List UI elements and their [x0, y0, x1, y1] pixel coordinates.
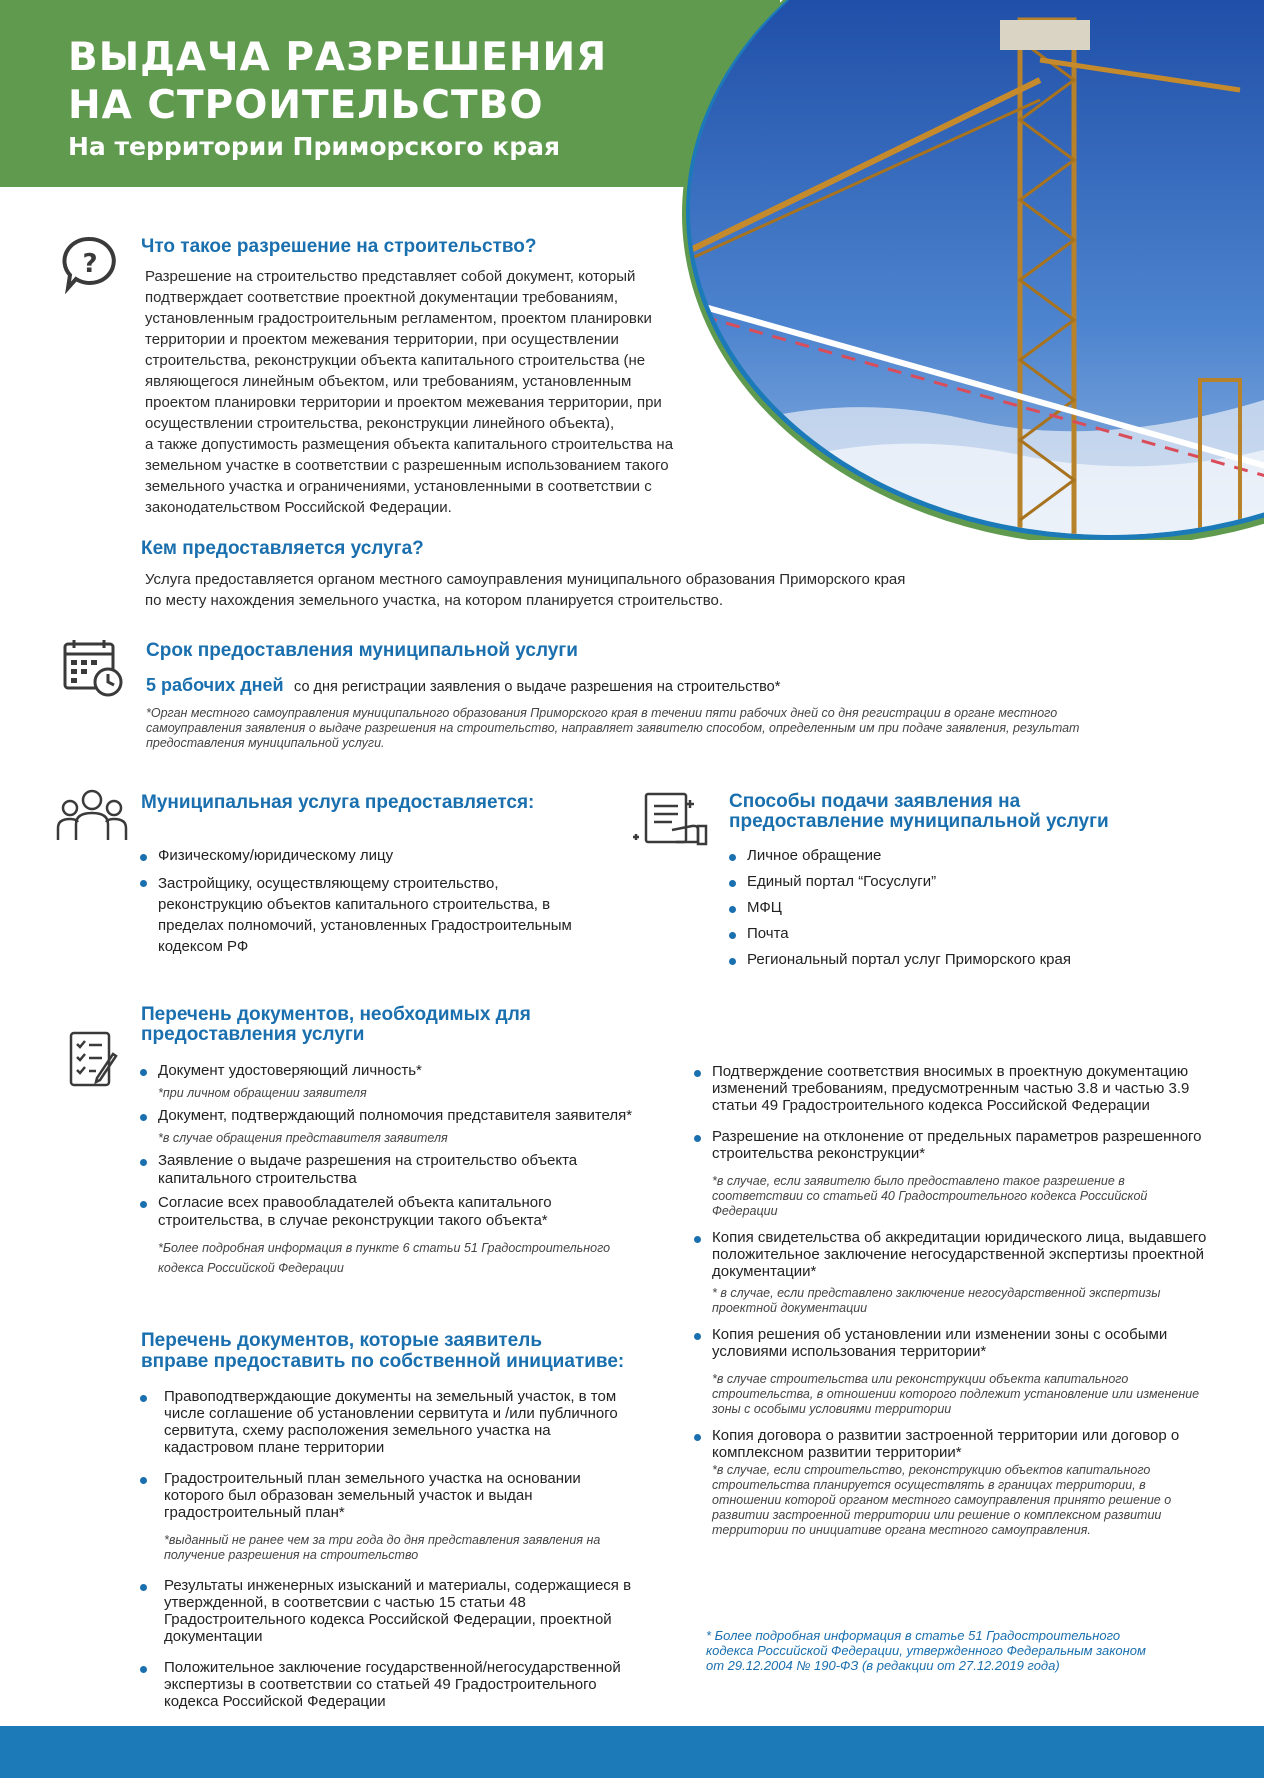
list-item: Результаты инженерных изысканий и материалы, содержащиеся в утвержденной, в соответсвии с частью 15 статьи 48 Градостроительного кодекса Российской Федерации, проектной документации [140, 1577, 640, 1645]
methods-list [729, 847, 1189, 969]
who-heading: Кем предоставляется услуга? [141, 538, 424, 559]
people-icon [56, 786, 128, 842]
who-text: Услуга предоставляется органом местного самоуправления муниципального образования Приморского края по месту нахождения земельного участка, на котором планируется строительство. [145, 571, 906, 609]
provided-list [140, 847, 600, 957]
svg-text:?: ? [82, 249, 98, 279]
checklist-icon [68, 1030, 120, 1090]
list-item: Подтверждение соответствия вносимых в проектную документацию изменений требованиям, предусмотренным частью 3.8 и частью 3.9 статьи 49 Градостроительного кодекса Российской Федерации [694, 1063, 1214, 1114]
list-item: Положительное заключение государственной/негосударственной экспертизы в соответствии со статьей 49 Градостроительного кодекса Российской Федерации [140, 1659, 640, 1710]
list-item: Разрешение на отклонение от предельных параметров разрешенного строительства реконструкции* *в случае, если заявителю было предоставлено такое разрешение в соответствии со статьей 40 Градостроительного кодекса Российской Федерации [694, 1128, 1214, 1219]
question-bubble-icon [60, 234, 120, 294]
what-text: Разрешение на строительство представляет собой документ, который подтверждает соответствие проектной документации требованиям, установленным градостроительным регламентом, проектом планировки территории и проектом межевания территории, при осуществлении строительства, реконструкции объекта капитального строительства (не являющегося линейным объектом, или требованиям, установленным проектом планировки территории и проектом межевания территории, при осуществлении строительства, реконструкции линейного объекта), а также допустимость размещения объекта капитального строительства на земельном участке в соответствии с разрешенным использованием такого земельного участка и ограничениями, установленными в соответствии с законодательством Российской Федерации. [145, 268, 674, 516]
term-note: *Орган местного самоуправления муниципального образования Приморского края в течении пяти рабочих дней со дня регистрации в органе местного самоуправления заявления о выдаче разрешения на строительство, направляет заявителю способом, определенным им при подаче заявления, результат предоставления муниципальной услуги. [146, 706, 1080, 750]
list-item: Градостроительный план земельного участка на основании которого был образован земельный участок и выдан градостроительный план* *выданный не ранее чем за три года до дня представления заявления на получение разрешения на строительство [140, 1470, 640, 1563]
term-line [146, 675, 780, 696]
docs-required-heading: Перечень документов, необходимых для предоставления услуги [141, 1004, 531, 1045]
footer-band [0, 1726, 1264, 1778]
list-item: Единый портал “Госуслуги” [729, 873, 1189, 891]
list-item: Копия решения об установлении или изменении зоны с особыми условиями использования территории* *в случае строительства или реконструкции объекта капитального строительства, в отношении которого подлежит установление или изменение зоны с особыми условиями территории [694, 1326, 1214, 1417]
page-title: ВЫДАЧА РАЗРЕШЕНИЯ НА СТРОИТЕЛЬСТВО [68, 35, 608, 128]
term-heading: Срок предоставления муниципальной услуги [146, 640, 578, 661]
list-item: Копия свидетельства об аккредитации юридического лица, выдавшего положительное заключение негосударственной экспертизы проектной документации* * в случае, если представлено заключение негосударственной экспертизы проектной документации [694, 1229, 1214, 1316]
list-item: Копия договора о развитии застроенной территории или договор о комплексном развитии территории* *в случае, если строительство, реконструкцию объектов капитального строительства планируется осуществлять в границах территории, в отношении которой органом местного самоуправления принято решение о развитии застроенной территории или решение о комплексном развитии территории по инициативе органа местного самоуправления. [694, 1427, 1214, 1538]
page-subtitle: На территории Приморского края [68, 132, 561, 161]
list-item: МФЦ [729, 899, 1189, 917]
document-hand-icon [632, 790, 716, 848]
docs-optional-list [140, 1388, 640, 1710]
provided-heading: Муниципальная услуга предоставляется: [141, 792, 535, 813]
list-item: Почта [729, 925, 1189, 943]
docs-optional-heading: Перечень документов, которые заявитель вправе предоставить по собственной инициативе: [141, 1330, 625, 1372]
crane-photo [640, 0, 1264, 540]
list-item: Документ удостоверяющий личность* *при личном обращении заявителя [140, 1062, 640, 1101]
list-item: Документ, подтверждающий полномочия представителя заявителя* *в случае обращения представителя заявителя [140, 1107, 640, 1146]
list-item: Заявление о выдаче разрешения на строительство объекта капитального строительства [140, 1152, 640, 1188]
footnote: * Более подробная информация в статье 51 Градостроительного кодекса Российской Федерации, утвержденного Федеральным законом от 29.12.2004 № 190-ФЗ (в редакции от 27.12.2019 года) [706, 1628, 1146, 1673]
what-heading: Что такое разрешение на строительство? [141, 236, 537, 257]
list-item: Застройщику, осуществляющему строительство, реконструкцию объектов капитального строительства, в пределах полномочий, установленных Градостроительным кодексом РФ [140, 873, 600, 957]
methods-heading: Способы подачи заявления на предоставление муниципальной услуги [729, 791, 1109, 832]
list-item: Региональный портал услуг Приморского края [729, 951, 1189, 969]
list-item: Правоподтверждающие документы на земельный участок, в том числе соглашение об установлении сервитута и /или публичного сервитута, схему расположения земельного участка на кадастровом плане территории [140, 1388, 640, 1456]
calendar-clock-icon [62, 638, 124, 698]
term-days: 5 рабочих дней [146, 675, 284, 695]
list-item: Физическому/юридическому лицу [140, 847, 600, 865]
term-text: со дня регистрации заявления о выдаче разрешения на строительство* [294, 679, 781, 695]
docs-right-list [694, 1063, 1214, 1538]
list-item: Согласие всех правообладателей объекта капитального строительства, в случае реконструкции такого объекта* *Более подробная информация в пункте 6 статьи 51 Градостроительного кодекса Российской Федерации [140, 1194, 640, 1278]
docs-required-list [140, 1062, 640, 1278]
list-item: Личное обращение [729, 847, 1189, 865]
